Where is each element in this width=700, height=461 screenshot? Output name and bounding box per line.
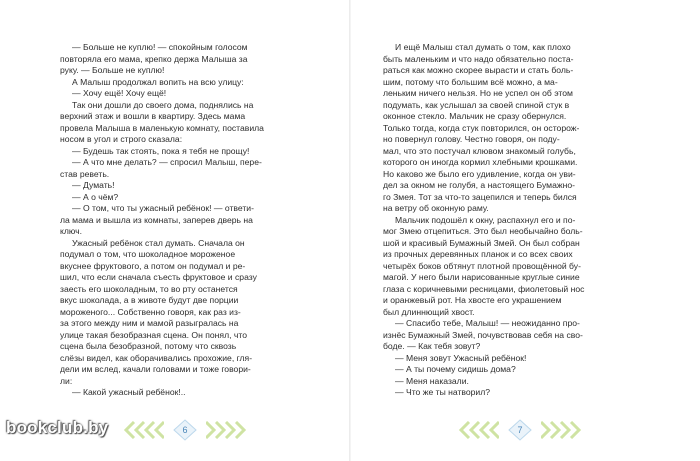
text-line: ключ. — [60, 226, 82, 236]
text-line: мал, что это постучал клювом знакомый голубь, — [383, 145, 576, 156]
site-watermark: bookclub.by — [6, 418, 109, 437]
text-line: носом в угол и строго сказала: — [60, 134, 183, 144]
text-line: дели им вслед, качали головами и тоже говори- — [60, 364, 251, 374]
text-line: — А ты почему сидишь дома? — [395, 364, 516, 374]
text-line: оконное стекло. Мальчик не сразу обернулся. — [383, 111, 567, 121]
text-line: раться как можно скорее вырасти и стать боль- — [383, 65, 574, 75]
right-page-footer — [455, 419, 585, 441]
text-line: повторяла его мама, крепко держа Малыша за — [60, 53, 248, 64]
text-line: магой. У него были нарисованные круглые синие — [383, 272, 580, 282]
text-line: подумать, как услышал за своей спиной стук в — [383, 99, 570, 110]
chevron-right-ornament-icon — [206, 421, 250, 439]
text-line: став реветь. — [60, 168, 110, 179]
text-line: и оранжевый рот. На хвосте его украшением — [383, 295, 562, 305]
text-line: Только тогда, когда стук повторился, он осторож- — [383, 122, 580, 133]
text-line: улице такая безобразная сцена. Он понял, что — [60, 329, 247, 340]
text-line: И ещё Малыш стал думать о том, как плохо — [395, 42, 571, 52]
text-line: шой и красивый Бумажный Змей. Он был собран — [383, 237, 580, 248]
text-line: — Больше не куплю! — спокойным голосом — [72, 42, 248, 52]
text-line: леньким ничего нельзя. Но не успел он об этом — [383, 88, 573, 98]
text-line: быть маленьким и что надо обязательно поста- — [383, 53, 574, 64]
text-line: — А что мне делать? — спросил Малыш, пере- — [72, 157, 262, 167]
page-number: 6 — [182, 425, 188, 435]
text-line: которого он иногда кормил хлебными крошками. — [383, 157, 578, 167]
text-line: Но каково же было его удивление, когда он уви- — [383, 168, 576, 179]
text-line: верхний этаж и вошли в квартиру. Здесь мама — [60, 111, 246, 121]
text-line: мог Змею отцепиться. Это был необычайно боль- — [383, 226, 583, 236]
text-line: шим, потому что большим всё можно, а ма- — [383, 76, 558, 87]
text-line: на ветру об оконную раму. — [383, 203, 489, 213]
text-line: — Меня зовут Ужасный ребёнок! — [395, 352, 527, 363]
right-page — [383, 42, 651, 399]
text-line: но повернул голову. Честно говоря, он поду- — [383, 134, 560, 144]
text-line: боде. — Как тебя зовут? — [383, 341, 481, 351]
text-line: изнёс Бумажный Змей, почувствовав себя на сво- — [383, 329, 583, 340]
text-line: ла мама и вышла из комнаты, заперев дверь на — [60, 214, 253, 225]
text-line: был длиннющий хвост. — [383, 306, 475, 317]
text-line: — О том, что ты ужасный ребёнок! — ответи- — [72, 203, 254, 213]
text-line: руку. — Больше не куплю! — [60, 65, 165, 75]
text-line: за этого между ним и мамой разыгралась на — [60, 318, 239, 328]
text-line: слёзы видел, как оборачивались прохожие, гля- — [60, 352, 253, 363]
text-line: вкус шоколада, а в животе будут две порции — [60, 295, 239, 305]
text-line: — Что же ты натворил? — [395, 387, 491, 397]
text-line: Так они дошли до своего дома, поднялись на — [72, 99, 254, 110]
left-page-footer — [120, 419, 250, 441]
text-line: го Змея. Тот за что-то зацепился и теперь бился — [383, 191, 577, 202]
text-line: дел за окном не голубя, а настоящего Бумажно- — [383, 180, 575, 190]
text-line: — А о чём? — [72, 191, 119, 202]
text-line: шил, что если сначала съесть фруктовое и сразу — [60, 272, 257, 282]
book-gutter — [349, 0, 351, 461]
page-number: 7 — [517, 425, 523, 435]
chevron-right-ornament-icon — [541, 421, 585, 439]
text-line: четырёх боков обтянут плотной провощённой бу- — [383, 260, 581, 271]
text-line: А Малыш продолжал вопить на всю улицу: — [72, 76, 244, 87]
text-line: — Думать! — [72, 180, 115, 190]
text-line: сцена была безобразной, потому что сквозь — [60, 341, 237, 351]
text-line: — Меня наказали. — [395, 375, 469, 386]
left-page — [60, 42, 328, 399]
text-line: мороженого... Собственно говоря, как раз из- — [60, 306, 241, 317]
chevron-left-ornament-icon — [455, 421, 499, 439]
text-line: — Спасибо тебе, Малыш! — неожиданно про- — [395, 318, 580, 328]
right-page-text — [383, 42, 651, 399]
text-line: Ужасный ребёнок стал думать. Сначала он — [72, 237, 245, 248]
text-line: подумал о том, что шоколадное мороженое — [60, 249, 236, 259]
text-line: заесть его шоколадным, то во рту останется — [60, 283, 238, 294]
text-line: — Будешь так стоять, пока я тебя не прощу! — [72, 145, 250, 156]
text-line: Мальчик подошёл к окну, распахнул его и по- — [395, 214, 576, 225]
text-line: — Хочу ещё! Хочу ещё! — [72, 88, 167, 98]
text-line: провела Малыша в маленькую комнату, поставила — [60, 122, 264, 133]
text-line: — Какой ужасный ребёнок!.. — [72, 387, 186, 397]
text-line: ли: — [60, 375, 73, 386]
text-line: глаза с коричневыми ресницами, фиолетовый нос — [383, 283, 585, 294]
left-page-text — [60, 42, 328, 399]
text-line: вкуснее фруктового, а потом он подумал и ре- — [60, 260, 246, 271]
text-line: из прочных деревянных планок и со всех своих — [383, 249, 573, 259]
chevron-left-ornament-icon — [120, 421, 164, 439]
